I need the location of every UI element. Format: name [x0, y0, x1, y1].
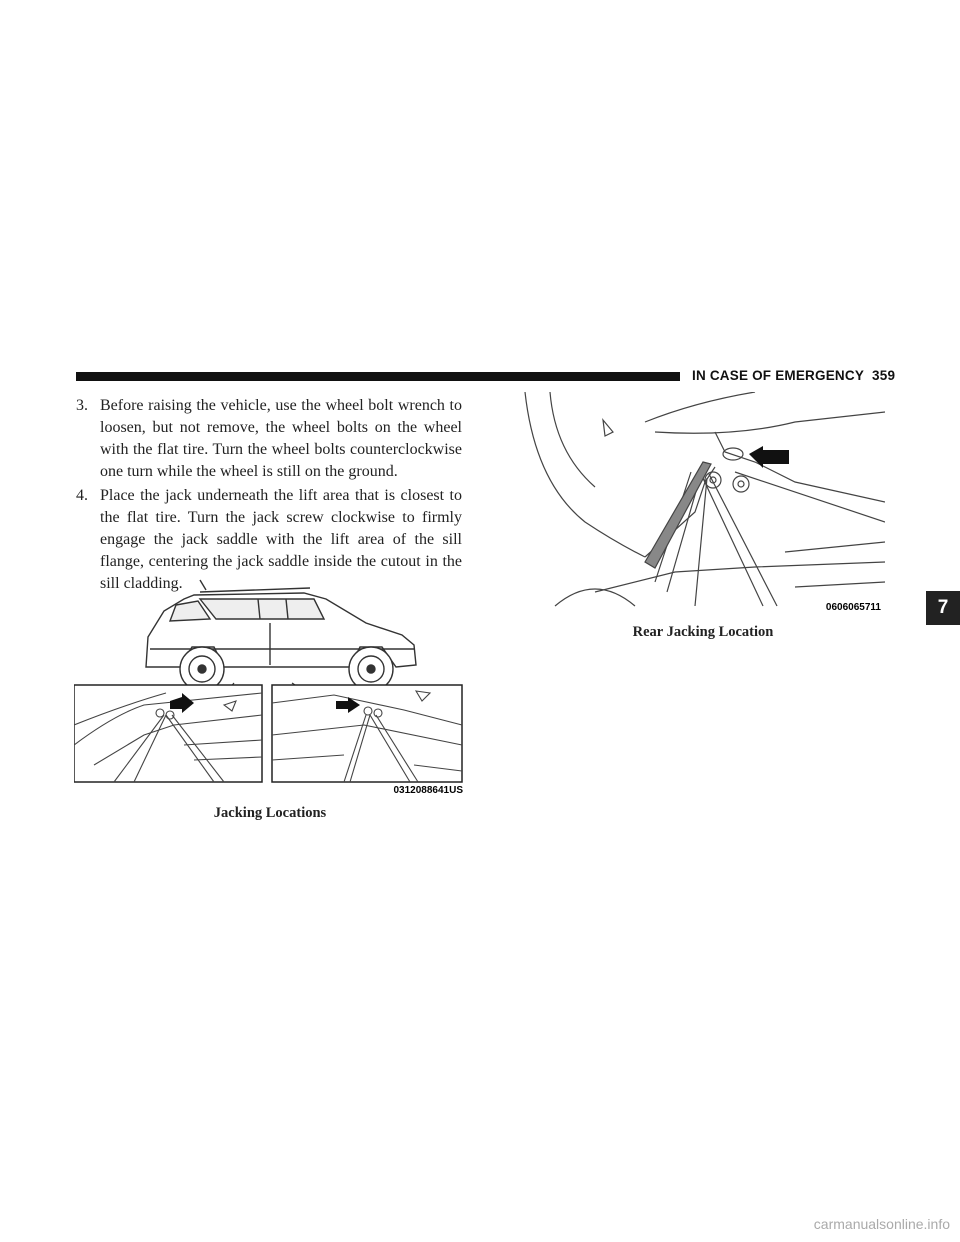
section-title: IN CASE OF EMERGENCY: [692, 368, 865, 383]
step-number: 3.: [76, 397, 88, 414]
rear-jacking-location-caption: Rear Jacking Location: [632, 624, 774, 640]
figure-code: 0312088641US: [393, 785, 463, 796]
watermark: carmanualsonline.info: [813, 1216, 950, 1232]
step-text: Place the jack underneath the lift area that is closest to the flat tire. Turn the jack screw clockwise to firmly engage the jack saddle with the lift area of the sill flange, centering the jack saddle inside the cutout in the sill cladding.: [100, 487, 462, 592]
rear-jacking-location-figure: [495, 392, 885, 614]
figure-code: 0606065711: [825, 602, 881, 613]
jacking-locations-caption: Jacking Locations: [213, 805, 327, 821]
step-3: [76, 395, 462, 483]
chapter-tab: 7: [926, 591, 960, 625]
header-rule: [76, 372, 680, 381]
jacking-locations-figure: [74, 575, 466, 797]
jacking-locations-illustration: [74, 575, 466, 797]
step-number: 4.: [76, 487, 88, 504]
page-number: 359: [872, 368, 896, 383]
running-header: [692, 368, 895, 383]
step-text: Before raising the vehicle, use the wheel bolt wrench to loosen, but not remove, the wheel bolts on the wheel with the flat tire. Turn the wheel bolts counterclockwise one turn while the wheel is still on the ground.: [100, 397, 462, 480]
rear-jacking-location-illustration: [495, 392, 885, 614]
